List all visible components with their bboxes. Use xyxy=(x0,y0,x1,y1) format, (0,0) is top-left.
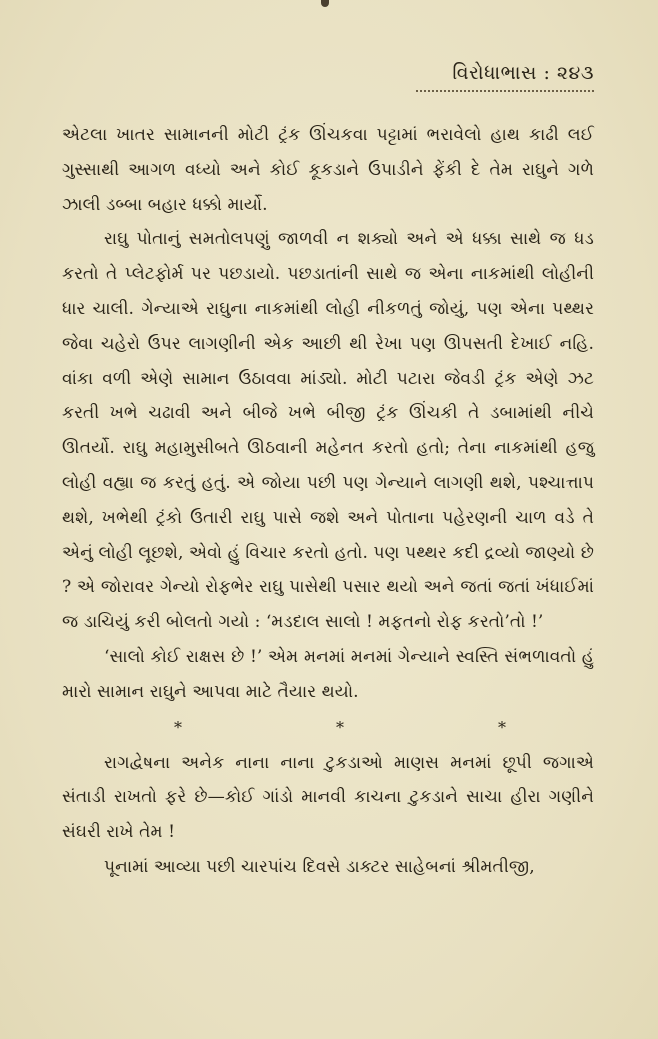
header-rule xyxy=(416,90,594,92)
paragraph-4: રાગદ્વેષના અનેક નાના નાના ટુકડાઓ માણસ મનમાં છૂપી જગાએ સંતાડી રાખતો ફરે છે—કોઈ ગાંડો માનવી કાચના ટુકડાને સાચા હીરા ગણીને સંઘરી રાખે તેમ ! xyxy=(62,752,594,843)
paragraph-5: પૂનામાં આવ્યા પછી ચારપાંચ દિવસે ડાક્ટર સાહેબનાં શ્રીમતીજી, xyxy=(104,856,535,877)
separator-star: * xyxy=(498,717,506,737)
separator-star: * xyxy=(174,717,182,737)
separator-star: * xyxy=(336,717,344,737)
ink-mark xyxy=(321,0,329,7)
paragraph-2: રાઘુ પોતાનું સમતોલપણું જાળવી ન શક્યો અને એ ધક્કા સાથે જ ધડ કરતો તે પ્લેટફોર્મ પર પછડાયો. પછડાતાંની સાથે જ એના નાકમાંથી લોહીની ધાર ચાલી. ગેન્યાએ રાઘુના નાકમાંથી લોહી નીકળતું જોયું, પણ એના પથ્થર જેવા ચહેરો ઉપર લાગણીની એક આછી થી રેખા પણ ઊપસતી દેખાઈ નહિ. વાંકા વળી એણે સામાન ઉઠાવવા માંડ્યો. મોટી પટારા જેવડી ટ્રંક એણે ઝટ કરતી ખભે ચઢાવી અને બીજે ખભે બીજી ટ્રંક ઊંચકી તે ડબામાંથી નીચે ઊતર્યો. રાઘુ મહામુસીબતે ઊઠવાની મહેનત કરતો હતો; તેના નાકમાંથી હજુ લોહી વહ્યા જ કરતું હતું. એ જોયા પછી પણ ગેન્યાને લાગણી થશે, પશ્ચાત્તાપ થશે, ખભેથી ટ્રંકો ઉતારી રાઘુ પાસે જશે અને પોતાના પહેરણની ચાળ વડે તે એનું લોહી લૂછશે, એવો હું વિચાર કરતો હતો. પણ પથ્થર કદી દ્રવ્યો જાણ્યો છે ? એ જોરાવર ગેન્યો રોફભેર રાઘુ પાસેથી પસાર થયો અને જતાં જતાં ખંધાઈમાં જ ડાચિયું કરી બોલતો ગયો : ‘મડદાલ સાલો ! મફતનો રોફ કરતો’તો !’ xyxy=(62,229,594,633)
running-header xyxy=(416,62,594,92)
paragraph-3: ‘સાલો કોઈ રાક્ષસ છે !’ એમ મનમાં મનમાં ગેન્યાને સ્વસ્તિ સંભળાવતો હું મારો સામાન રાઘુને આપવા માટે તૈયાર થયો. xyxy=(62,646,594,702)
section-separator xyxy=(62,710,594,746)
paragraph-1: એટલા ખાતર સામાનની મોટી ટ્રંક ઊંચકવા પટ્ટામાં ભરાવેલો હાથ કાઢી લઈ ગુસ્સાથી આગળ વધ્યો અને કોઈ કૂકડાને ઉપાડીને ફેંકી દે તેમ રાઘુને ગળે ઝાલી ડબ્બા બહાર ધક્કો માર્યો. xyxy=(62,125,594,215)
body-text xyxy=(62,118,594,885)
running-head-text: વિરોધાભાસ : ૨૪૩ xyxy=(452,62,594,84)
